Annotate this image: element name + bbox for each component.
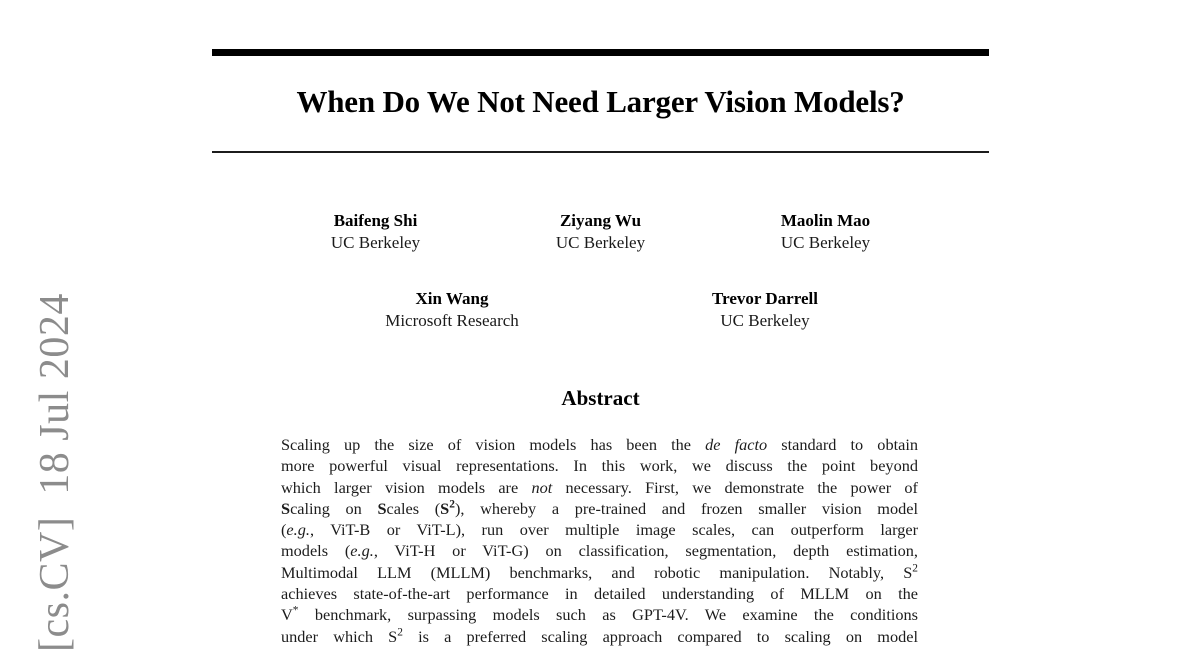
authors-row-1 (212, 210, 989, 254)
abstract-line: more powerful visual representations. In this work, we discuss the point beyond (281, 456, 918, 476)
abstract-line: models (e.g., ViT-H or ViT-G) on classification, segmentation, depth estimation, (281, 541, 918, 561)
author-block (263, 210, 488, 254)
abstract-text (281, 434, 918, 647)
author-affiliation: UC Berkeley (780, 233, 871, 252)
abstract-line: Multimodal LLM (MLLM) benchmarks, and robotic manipulation. Notably, $S^2$ (281, 562, 918, 582)
paper-page (212, 0, 989, 647)
author-affiliation: Microsoft Research (385, 311, 519, 330)
author-block (635, 288, 895, 332)
abstract-heading: Abstract (561, 386, 640, 410)
author-name: Maolin Mao (780, 211, 871, 230)
abstract-line: under which $S^2$ is a preferred scaling approach compared to scaling on model (281, 626, 918, 646)
abstract-line: Scaling up the size of vision models has been the de facto standard to obtain (281, 435, 918, 454)
arxiv-stamp: [cs.CV] 18 Jul 2024 (32, 293, 78, 652)
author-name: Trevor Darrell (712, 289, 818, 308)
author-block (488, 210, 713, 254)
author-affiliation: UC Berkeley (720, 311, 810, 330)
title-rule-top (212, 49, 989, 56)
authors-row-2 (212, 288, 989, 332)
abstract-line: Scaling on Scales $(S^2)$, whereby a pre-trained and frozen smaller vision model (281, 498, 918, 518)
abstract-line: V* benchmark, surpassing models such as GPT-4V. We examine the conditions (281, 604, 918, 625)
author-name: Xin Wang (415, 289, 489, 308)
title-rule-bottom (212, 151, 989, 153)
author-affiliation: UC Berkeley (555, 233, 646, 252)
abstract-line: achieves state-of-the-art performance in detailed understanding of MLLM on the (281, 584, 918, 604)
abstract-line: (e.g., ViT-B or ViT-L), run over multiple image scales, can outperform larger (281, 520, 918, 540)
abstract-line: which larger vision models are not necessary. First, we demonstrate the power of (281, 477, 918, 497)
author-block (322, 288, 582, 332)
author-block (713, 210, 938, 254)
author-affiliation: UC Berkeley (330, 233, 421, 252)
paper-title: When Do We Not Need Larger Vision Models? (296, 84, 905, 119)
author-name: Ziyang Wu (559, 211, 642, 230)
author-name: Baifeng Shi (333, 211, 418, 230)
